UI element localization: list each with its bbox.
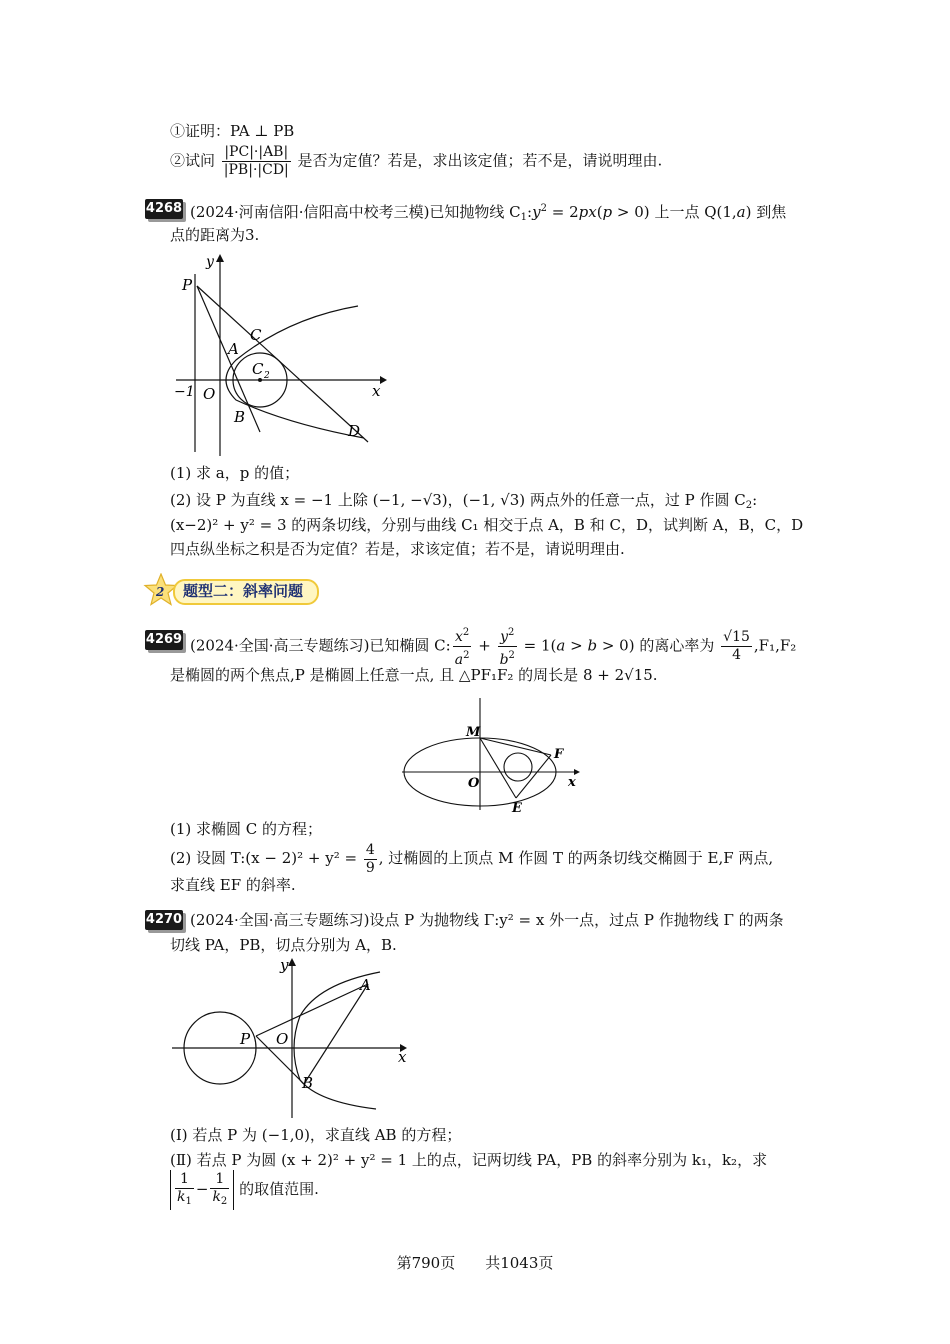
fig4270-label-x: x xyxy=(398,1048,407,1066)
page-footer: 第790页 共1043页 xyxy=(396,1254,554,1272)
p4269-q2-line1 xyxy=(170,840,773,877)
fig4268-label-O: O xyxy=(203,385,216,403)
p4269-line1-a: (2024·全国·高三专题练习)已知椭圆 C: xyxy=(190,636,451,655)
prev-q1: ①证明：PA ⊥ PB xyxy=(170,122,295,140)
p4268-line2: 点的距离为3. xyxy=(170,226,260,244)
problem-badge-4270: 4270 xyxy=(145,910,183,930)
fig4268-label-P: P xyxy=(182,276,193,294)
fig4268-label-B: B xyxy=(234,408,246,426)
p4269-ecc-num: √15 xyxy=(723,629,750,645)
p4270-q2-line1: (Ⅱ) 若点 P 为圆 (x + 2)² + y² = 1 上的点，记两切线 PA，PB 的斜率分别为 k₁，k₂，求 xyxy=(170,1151,768,1169)
p4269-line1-b: 的离心率为 xyxy=(639,636,715,655)
p4269-ecc xyxy=(721,629,752,664)
p4268-line1-b: 上一点 Q(1, xyxy=(654,203,737,221)
p4269-q1: (1) 求椭圆 C 的方程； xyxy=(170,820,323,838)
section-number: 2 xyxy=(156,585,165,599)
p4270-q2-line2-text: 的取值范围. xyxy=(239,1180,319,1198)
p4268-q2-line2: (x−2)² + y² = 3 的两条切线，分别与曲线 C₁ 相交于点 A，B 和 C，D，试判断 A，B，C，D xyxy=(170,516,804,534)
fig4269-label-O: O xyxy=(468,776,480,791)
fig4270-label-O: O xyxy=(276,1030,289,1048)
p4269-q2-den: 9 xyxy=(365,859,375,876)
fig4269-label-F: F xyxy=(554,747,564,762)
p4269-ecc-den: 4 xyxy=(732,647,741,663)
p4268-q1: (1) 求 a，p 的值； xyxy=(170,464,300,482)
fig4268-label-A: A xyxy=(228,340,239,358)
fig4270-label-y: y xyxy=(280,956,289,974)
p4268-line1-a: (2024·河南信阳·信阳高中校考三模)已知抛物线 C xyxy=(190,203,521,221)
fig4268-label-D: D xyxy=(348,422,361,440)
fig4270-label-A: A xyxy=(360,976,371,994)
p4269-line1: (2024·全国·高三专题练习)已知椭圆 C: $\frac{x^2}{a^2}$ + $\frac{y^2}{b^2}$ = 1(a > b > 0) 的离心率为 $\frac{√15}{4}$ ,F₁,F₂ xyxy=(190,624,796,669)
p4269-line1-c: ,F₁,F₂ xyxy=(753,636,797,655)
p4268-line1: (2024·河南信阳·信阳高中校考三模)已知抛物线 $C_1:y^2 = 2px(p > 0)$ 上一点 Q(1,a) 到焦 xyxy=(190,203,787,223)
fig4268-label-C2-sub: 2 xyxy=(264,371,270,381)
p4269-q2-fraction xyxy=(364,842,377,877)
fig4268-label-y: y xyxy=(206,254,214,270)
fig4268-label-C: C xyxy=(250,326,262,344)
prev-q2-suffix: 是否为定值？若是，求出该定值；若不是，请说明理由. xyxy=(297,151,663,170)
p4269-q2-a: (2) 设圆 T:(x − 2)² + y² = xyxy=(170,849,358,867)
p4268-q2-line3: 四点纵坐标之积是否为定值？若是，求该定值；若不是，请说明理由. xyxy=(170,540,625,558)
prev-q2 xyxy=(170,144,662,179)
fig4270-label-P: P xyxy=(240,1030,251,1048)
figure-4270 xyxy=(168,954,413,1120)
fig4269-label-M: M xyxy=(466,725,481,740)
fig4269-label-x: x xyxy=(568,775,576,790)
figure-4268 xyxy=(168,252,388,458)
problem-badge-4268: 4268 xyxy=(145,199,183,219)
fig4268-label-neg1: −1 xyxy=(174,384,195,400)
p4268-q2-line1-a: (2) 设 P 为直线 x = −1 上除 (−1, −√3)，(−1, √3) 两点外的任意一点，过 P 作圆 C xyxy=(170,491,746,509)
prev-q2-num: |PC|·|AB| xyxy=(222,144,291,162)
p4269-q2-num: 4 xyxy=(365,841,375,858)
section-title: 题型二：斜率问题 xyxy=(183,582,304,600)
figure-4269 xyxy=(398,692,588,814)
p4270-q1: (Ⅰ) 若点 P 为 (−1,0)，求直线 AB 的方程； xyxy=(170,1126,462,1144)
fig4268-label-C2: C xyxy=(252,360,264,378)
fig4269-label-E: E xyxy=(512,801,522,814)
p4270-q2-line2 xyxy=(170,1170,319,1210)
problem-badge-4269: 4269 xyxy=(145,630,183,650)
p4270-abs-expression: $\frac{1}{k_1}$ − $\frac{1}{k_2}$ xyxy=(170,1170,234,1210)
fig4268-label-x: x xyxy=(372,382,381,400)
p4270-line1: (2024·全国·高三专题练习)设点 P 为抛物线 Γ:y² = x 外一点，过点 P 作抛物线 Γ 的两条 xyxy=(190,911,784,929)
prev-q2-prefix: ②试问 xyxy=(170,151,216,170)
prev-q2-den: |PB|·|CD| xyxy=(223,162,289,178)
p4270-line2: 切线 PA，PB，切点分别为 A，B. xyxy=(170,936,397,954)
fig4270-label-B: B xyxy=(302,1074,314,1092)
p4268-line1-c: ) 到焦 xyxy=(745,203,787,221)
p4269-q2-b: , 过椭圆的上顶点 M 作圆 T 的两条切线交椭圆于 E,F 两点, xyxy=(378,849,774,867)
p4269-q2-line2: 求直线 EF 的斜率. xyxy=(170,876,296,894)
p4268-q2-line1: (2) 设 P 为直线 x = −1 上除 (−1, −√3)，(−1, √3) 两点外的任意一点，过 P 作圆 $C_2$: xyxy=(170,491,758,511)
prev-q2-fraction xyxy=(222,144,291,179)
section-header xyxy=(143,573,323,605)
p4269-line2: 是椭圆的两个焦点,P 是椭圆上任意一点, 且 △PF₁F₂ 的周长是 8 + 2√15. xyxy=(170,666,658,684)
